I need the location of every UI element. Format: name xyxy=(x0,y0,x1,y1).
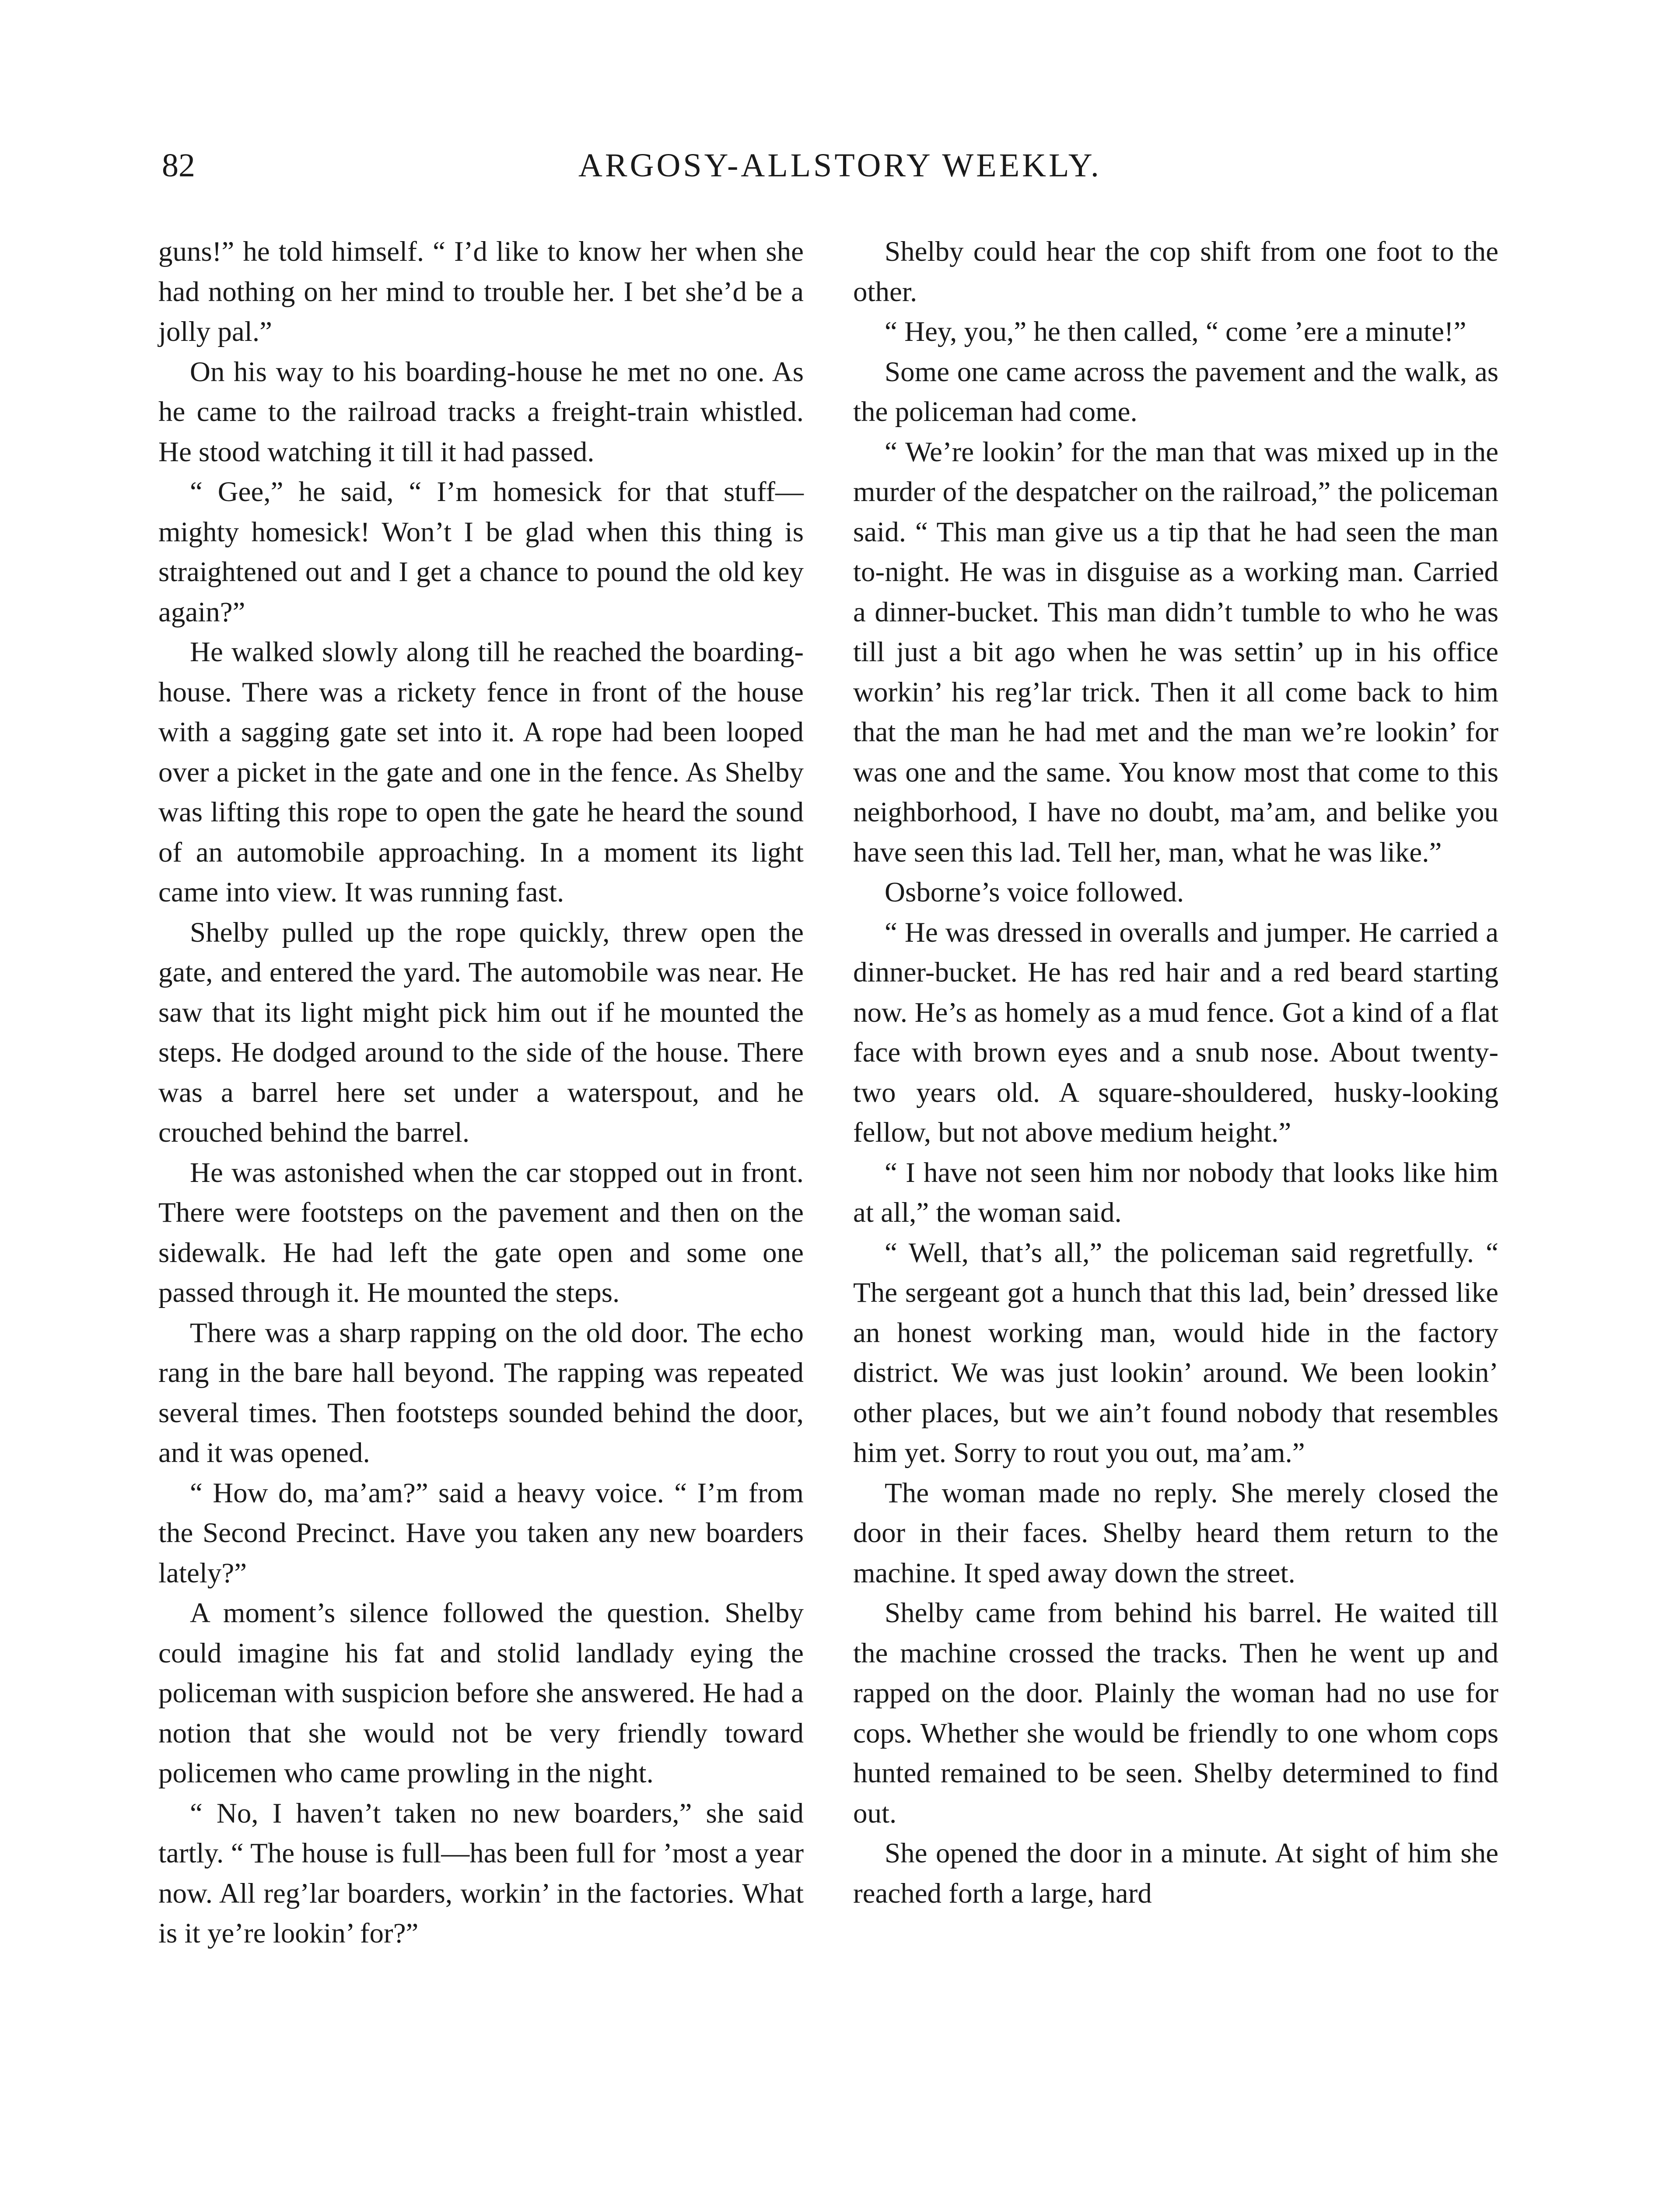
paragraph: He was astonished when the car stopped out in front. There were footsteps on the pavement and then on the sidewalk. He had left the gate open and some one passed through it. He mounted the steps. xyxy=(158,1157,804,1308)
paragraph: “ Hey, you,” he then called, “ come ’ere a minute!” xyxy=(885,316,1466,347)
left-column xyxy=(158,232,804,1954)
paragraph: “ I have not seen him nor nobody that looks like him at all,” the woman said. xyxy=(853,1157,1498,1228)
paragraph: On his way to his boarding-house he met no one. As he came to the railroad tracks a freight-train whistled. He stood watching it till it had passed. xyxy=(158,356,804,468)
paragraph: Osborne’s voice followed. xyxy=(885,877,1184,908)
paragraph: Shelby could hear the cop shift from one foot to the other. xyxy=(853,236,1498,308)
paragraph: There was a sharp rapping on the old door. The echo rang in the bare hall beyond. The rapping was repeated several times. Then footsteps sounded behind the door, and it was opened. xyxy=(158,1317,804,1469)
paragraph: “ How do, ma’am?” said a heavy voice. “ I’m from the Second Precinct. Have you taken any new boarders lately?” xyxy=(158,1477,804,1589)
paragraph: “ We’re lookin’ for the man that was mixed up in the murder of the despatcher on the railroad,” the policeman said. “ This man give us a tip that he had seen the man to-night. He was in disguise as a working man. Carried a dinner-bucket. This man didn’t tumble to who he was till just a bit ago when he was settin’ up in his office workin’ his reg’lar trick. Then it all come back to him that the man he had met and the man we’re lookin’ for was one and the same. You know most that come to this neighborhood, I have no doubt, ma’am, and belike you have seen this lad. Tell her, man, what he was like.” xyxy=(853,436,1498,868)
right-column xyxy=(853,232,1498,1914)
paragraph: “ Well, that’s all,” the policeman said regretfully. “ The sergeant got a hunch that this lad, bein’ dressed like an honest working man, would hide in the factory district. We was just lookin’ around. We been lookin’ other places, but we ain’t found nobody that resembles him yet. Sorry to rout you out, ma’am.” xyxy=(853,1237,1498,1469)
paragraph: “ Gee,” he said, “ I’m homesick for that stuff—mighty homesick! Won’t I be glad when this thing is straightened out and I get a chance to pound the old key again?” xyxy=(158,476,804,628)
paragraph: “ He was dressed in overalls and jumper. He carried a dinner-bucket. He has red hair and a red beard starting now. He’s as homely as a mud fence. Got a kind of a flat face with brown eyes and a snub nose. About twenty-two years old. A square-shouldered, husky-looking fellow, but not above medium height.” xyxy=(853,916,1498,1148)
paragraph: Shelby pulled up the rope quickly, threw open the gate, and entered the yard. The automobile was near. He saw that its light might pick him out if he mounted the steps. He dodged around to the side of the house. There was a barrel here set under a waterspout, and he crouched behind the barrel. xyxy=(158,916,804,1148)
paragraph: guns!” he told himself. “ I’d like to know her when she had nothing on her mind to trouble her. I bet she’d be a jolly pal.” xyxy=(158,236,804,347)
paragraph: A moment’s silence followed the question. Shelby could imagine his fat and stolid landlady eying the policeman with suspicion before she answered. He had a notion that she would not be very friendly toward policemen who came prowling in the night. xyxy=(158,1597,804,1789)
paragraph: He walked slowly along till he reached the boarding-house. There was a rickety fence in front of the house with a sagging gate set into it. A rope had been looped over a picket in the gate and one in the fence. As Shelby was lifting this rope to open the gate he heard the sound of an automobile approaching. In a moment its light came into view. It was running fast. xyxy=(158,636,804,908)
paragraph: She opened the door in a minute. At sight of him she reached forth a large, hard xyxy=(853,1837,1498,1909)
paragraph: Shelby came from behind his barrel. He waited till the machine crossed the tracks. Then he went up and rapped on the door. Plainly the woman had no use for cops. Whether she would be friendly to one whom cops hunted remained to be seen. Shelby determined to find out. xyxy=(853,1597,1498,1829)
page-number: 82 xyxy=(162,147,195,184)
running-head: ARGOSY-ALLSTORY WEEKLY. xyxy=(578,147,1102,184)
paragraph: The woman made no reply. She merely closed the door in their faces. Shelby heard them return to the machine. It sped away down the street. xyxy=(853,1477,1498,1589)
paragraph: “ No, I haven’t taken no new boarders,” she said tartly. “ The house is full—has been full for ’most a year now. All reg’lar boarders, workin’ in the factories. What is it ye’re lookin’ for?” xyxy=(158,1797,804,1949)
paragraph: Some one came across the pavement and the walk, as the policeman had come. xyxy=(853,356,1498,428)
